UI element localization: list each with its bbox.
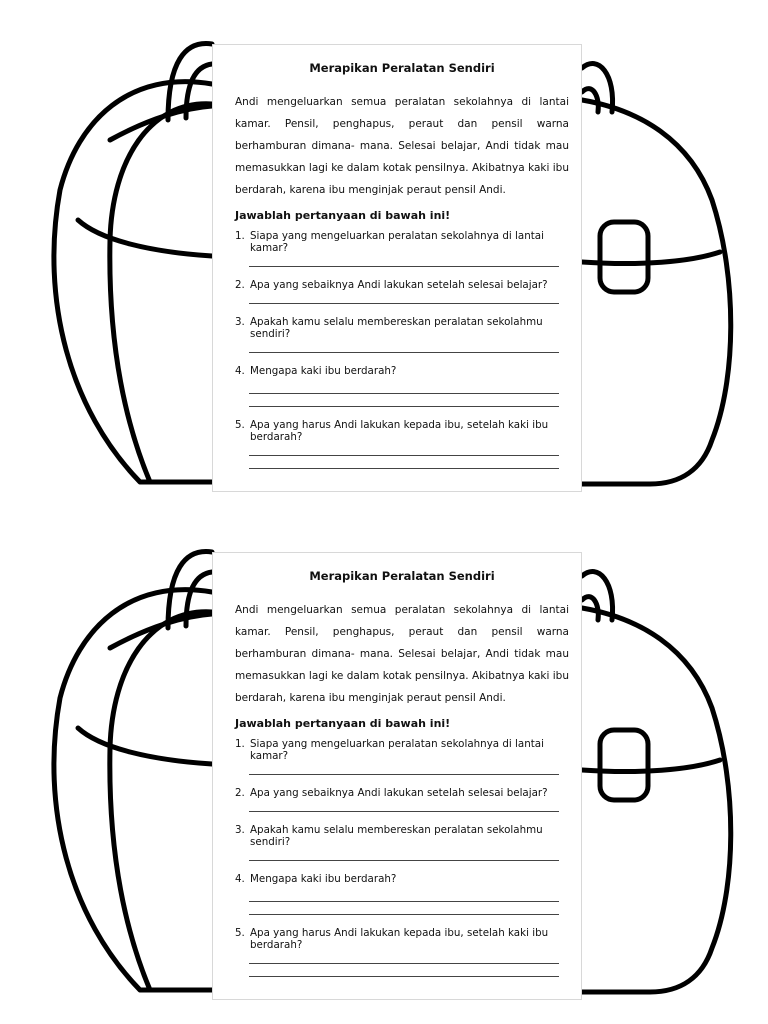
- story-line: mana. Selesai belajar, Andi tidak mau memasukkan lagi ke dalam: [235, 140, 569, 174]
- answer-line[interactable]: [249, 976, 559, 977]
- question-text: Apakah kamu selalu membereskan peralatan sekolahmu sendiri?: [250, 316, 543, 340]
- question-text: Apakah kamu selalu membereskan peralatan sekolahmu sendiri?: [250, 824, 543, 848]
- question-text: Apa yang harus Andi lakukan kepada ibu, setelah kaki ibu berdarah?: [250, 419, 549, 443]
- story-line: mana. Selesai belajar, Andi tidak mau memasukkan lagi ke dalam: [235, 648, 569, 682]
- worksheet-bottom: [0, 508, 768, 1020]
- story-line: peraut pensil Andi.: [406, 692, 506, 704]
- instruction-heading: Jawablah pertanyaan di bawah ini!: [235, 209, 451, 222]
- story-line: Pensil, penghapus, peraut dan pensil warna berhamburan dimana-: [235, 118, 569, 152]
- story-line: kotak pensilnya. Akibatnya kaki ibu berdarah, karena ibu menginjak: [235, 670, 570, 704]
- question-2: [235, 279, 569, 291]
- instruction-heading: Jawablah pertanyaan di bawah ini!: [235, 717, 451, 730]
- question-4: [235, 873, 569, 885]
- question-number: 4.: [235, 873, 245, 885]
- question-text: Apa yang sebaiknya Andi lakukan setelah selesai belajar?: [250, 279, 548, 291]
- question-text: Siapa yang mengeluarkan peralatan sekolahnya di lantai kamar?: [250, 230, 544, 254]
- story-paragraph: [235, 91, 569, 201]
- answer-line[interactable]: [249, 468, 559, 469]
- question-text: Apa yang sebaiknya Andi lakukan setelah selesai belajar?: [250, 787, 548, 799]
- story-line: Andi mengeluarkan semua peralatan sekolahnya di lantai kamar.: [235, 96, 569, 130]
- question-2: [235, 787, 569, 799]
- question-text: Siapa yang mengeluarkan peralatan sekolahnya di lantai kamar?: [250, 738, 544, 762]
- worksheet-title: Merapikan Peralatan Sendiri: [309, 61, 495, 75]
- question-number: 3.: [235, 824, 245, 836]
- question-text: Mengapa kaki ibu berdarah?: [250, 873, 397, 885]
- worksheet-title: Merapikan Peralatan Sendiri: [309, 569, 495, 583]
- worksheet-card: [212, 44, 582, 492]
- question-4: [235, 365, 569, 377]
- story-line: kotak pensilnya. Akibatnya kaki ibu berdarah, karena ibu menginjak: [235, 162, 570, 196]
- question-number: 5.: [235, 419, 245, 431]
- question-text: Apa yang harus Andi lakukan kepada ibu, setelah kaki ibu berdarah?: [250, 927, 549, 951]
- question-3: [235, 824, 569, 848]
- question-number: 1.: [235, 230, 245, 242]
- question-number: 2.: [235, 787, 245, 799]
- story-line: Andi mengeluarkan semua peralatan sekolahnya di lantai kamar.: [235, 604, 569, 638]
- question-number: 4.: [235, 365, 245, 377]
- question-1: [235, 230, 569, 254]
- question-number: 5.: [235, 927, 245, 939]
- question-number: 1.: [235, 738, 245, 750]
- story-line: peraut pensil Andi.: [406, 184, 506, 196]
- worksheet-card: [212, 552, 582, 1000]
- story-line: Pensil, penghapus, peraut dan pensil warna berhamburan dimana-: [235, 626, 569, 660]
- question-5: [235, 419, 569, 443]
- question-number: 3.: [235, 316, 245, 328]
- question-1: [235, 738, 569, 762]
- question-text: Mengapa kaki ibu berdarah?: [250, 365, 397, 377]
- question-3: [235, 316, 569, 340]
- question-5: [235, 927, 569, 951]
- story-paragraph: [235, 599, 569, 709]
- question-number: 2.: [235, 279, 245, 291]
